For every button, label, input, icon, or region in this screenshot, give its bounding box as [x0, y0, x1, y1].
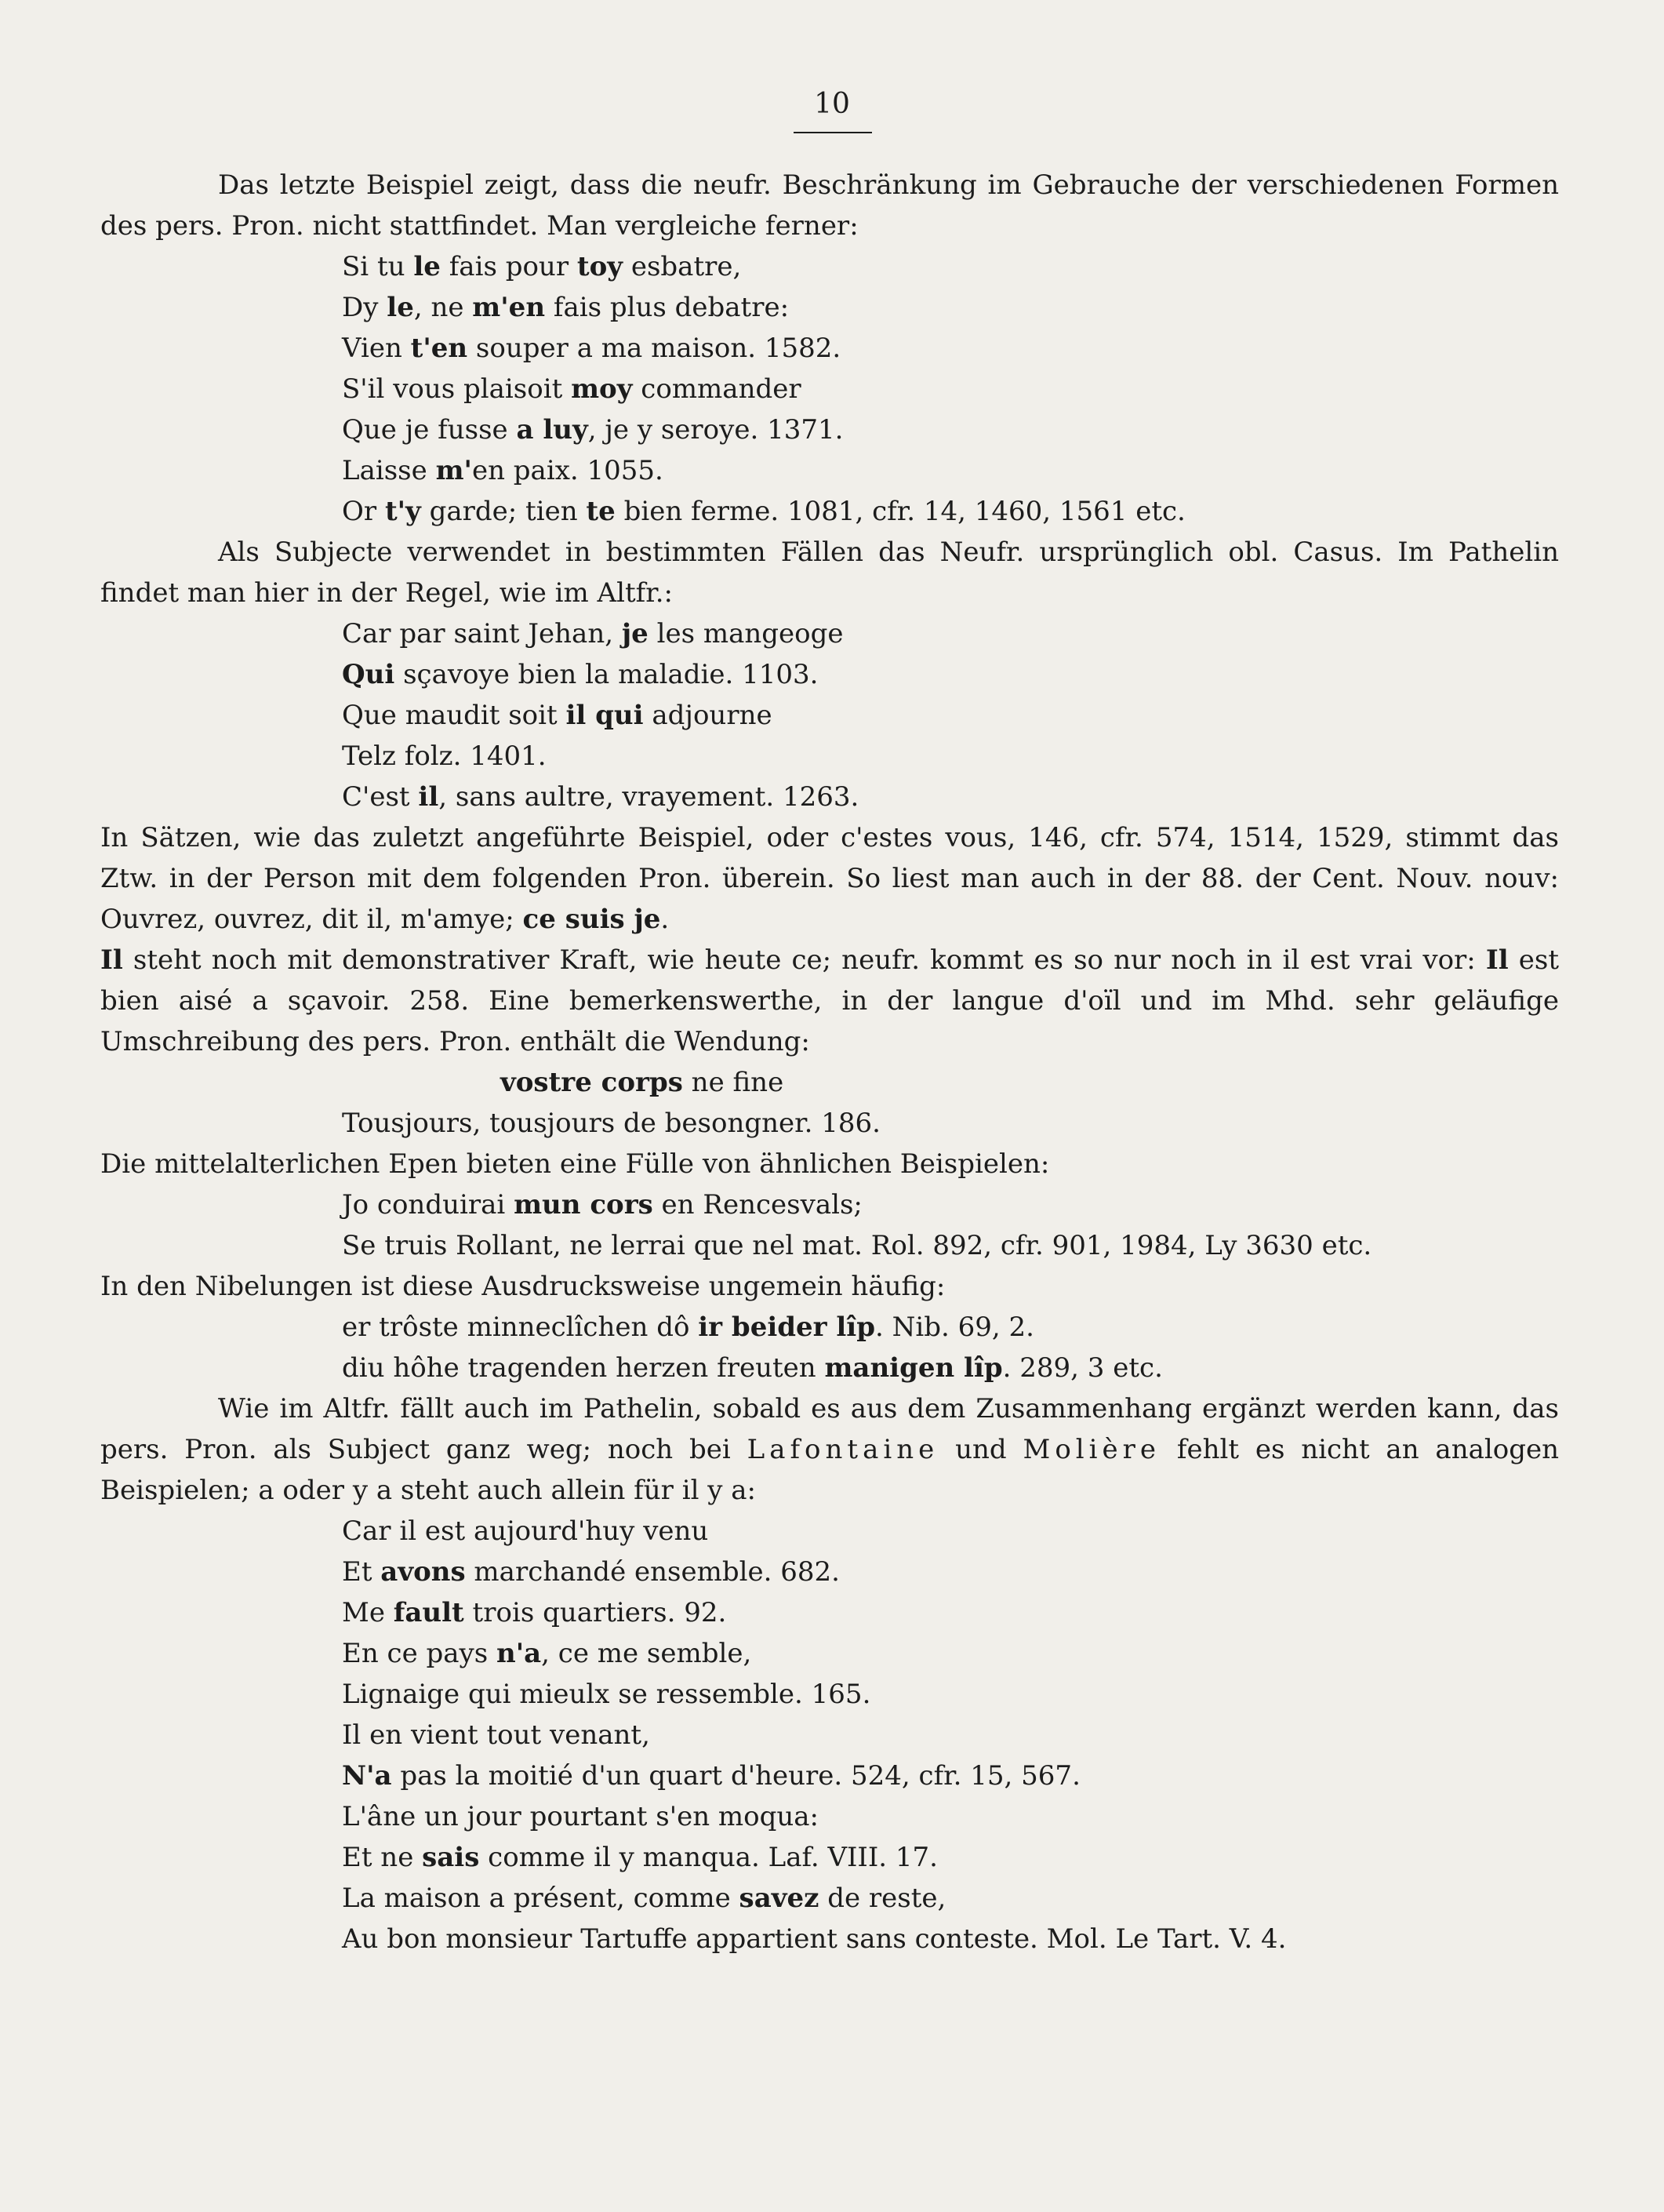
paragraph: Die mittelalterlichen Epen bieten eine Fülle von ähnlichen Beispielen: — [100, 1148, 1050, 1180]
verse-line: Qui sçavoye bien la maladie. 1103. — [342, 659, 819, 690]
verse-line: N'a pas la moitié d'un quart d'heure. 524, cfr. 15, 567. — [342, 1760, 1081, 1792]
paragraph: Wie im Altfr. fällt auch im Pathelin, sobald es aus dem Zusammenhang ergänzt werden kann, das pers. Pron. als Subject ganz weg; noch bei Lafontaine und Molière fehlt es nicht an analogen Beispielen; a oder y a steht auch allein für il y a: — [100, 1393, 1560, 1506]
verse-line: diu hôhe tragenden herzen freuten manigen lîp. 289, 3 etc. — [342, 1352, 1163, 1384]
verse-line: Que je fusse a luy, je y seroye. 1371. — [342, 414, 844, 446]
verse-line: Vien t'en souper a ma maison. 1582. — [342, 333, 841, 364]
verse-line: Lignaige qui mieulx se ressemble. 165. — [342, 1679, 871, 1710]
verse-quote — [100, 1184, 1559, 1266]
paragraph: Das letzte Beispiel zeigt, dass die neufr. Beschränkung im Gebrauche der verschiedenen Formen des pers. Pron. nicht stattfindet. Man vergleiche ferner: — [100, 169, 1559, 242]
verse-line: Se truis Rollant, ne lerrai que nel mat. Rol. 892, cfr. 901, 1984, Ly 3630 etc. — [342, 1230, 1372, 1261]
verse-line: Il en vient tout venant, — [342, 1719, 650, 1751]
verse-line: Laisse m'en paix. 1055. — [342, 455, 663, 486]
paragraph: In den Nibelungen ist diese Ausdrucksweise ungemein häufig: — [100, 1271, 946, 1302]
verse-quote — [100, 1307, 1559, 1388]
verse-line: Telz folz. 1401. — [342, 740, 547, 772]
page-number-rule — [794, 132, 872, 133]
verse-line: En ce pays n'a, ce me semble, — [342, 1638, 752, 1669]
body-text — [100, 165, 1559, 1959]
verse-line: La maison a présent, comme savez de reste, — [342, 1883, 946, 1914]
verse-line: S'il vous plaisoit moy commander — [342, 373, 801, 405]
verse-line: Or t'y garde; tien te bien ferme. 1081, cfr. 14, 1460, 1561 etc. — [342, 496, 1186, 527]
paragraph: Il steht noch mit demonstrativer Kraft, wie heute ce; neufr. kommt es so nur noch in il est vrai vor: Il est bien aisé a sçavoir. 258. Eine bemerkenswerthe, in der langue d'oïl und im Mhd. sehr geläufige Umschreibung des pers. Pron. enthält die Wendung: — [100, 944, 1559, 1057]
verse-line: Au bon monsieur Tartuffe appartient sans conteste. Mol. Le Tart. V. 4. — [342, 1923, 1287, 1955]
verse-line: Que maudit soit il qui adjourne — [342, 700, 772, 731]
verse-line: C'est il, sans aultre, vrayement. 1263. — [342, 781, 859, 813]
verse-quote — [100, 613, 1559, 817]
paragraph: Als Subjecte verwendet in bestimmten Fällen das Neufr. ursprünglich obl. Casus. Im Pathelin findet man hier in der Regel, wie im Altfr.: — [100, 537, 1559, 609]
verse-line: Me fault trois quartiers. 92. — [342, 1597, 727, 1628]
verse-line: vostre corps ne fine — [500, 1067, 784, 1098]
verse-line: Si tu le fais pour toy esbatre, — [342, 251, 742, 282]
verse-line: Car il est aujourd'huy venu — [342, 1515, 709, 1547]
verse-quote — [100, 1511, 1559, 1959]
verse-quote — [100, 1103, 1559, 1144]
verse-line: Jo conduirai mun cors en Rencesvals; — [342, 1189, 863, 1221]
verse-line: Tousjours, tousjours de besongner. 186. — [342, 1108, 881, 1139]
verse-line: er trôste minneclîchen dô ir beider lîp. Nib. 69, 2. — [342, 1312, 1034, 1343]
verse-line: Et avons marchandé ensemble. 682. — [342, 1556, 840, 1588]
verse-line: Dy le, ne m'en fais plus debatre: — [342, 292, 790, 323]
verse-line: L'âne un jour pourtant s'en moqua: — [342, 1801, 819, 1832]
verse-line: Car par saint Jehan, je les mangeoge — [342, 618, 844, 649]
verse-quote — [100, 246, 1559, 532]
verse-quote — [100, 1062, 1559, 1103]
page-number: 10 — [814, 88, 850, 120]
paragraph: In Sätzen, wie das zuletzt angeführte Beispiel, oder c'estes vous, 146, cfr. 574, 1514, 1529, stimmt das Ztw. in der Person mit dem folgenden Pron. überein. So liest man auch in der 88. der Cent. Nouv. nouv: Ouvrez, ouvrez, dit il, m'amye; ce suis je. — [100, 822, 1559, 935]
verse-line: Et ne sais comme il y manqua. Laf. VIII. 17. — [342, 1842, 938, 1873]
